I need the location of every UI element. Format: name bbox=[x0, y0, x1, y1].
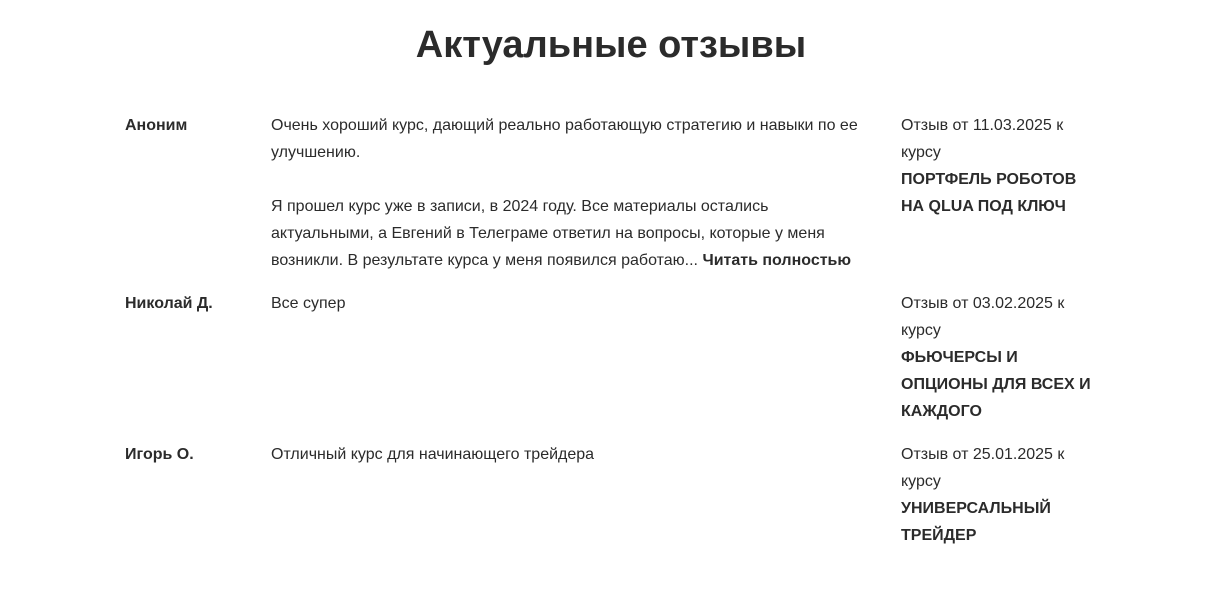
course-link[interactable]: ПОРТФЕЛЬ РОБОТОВ НА QLUA ПОД КЛЮЧ bbox=[901, 171, 1077, 215]
review-paragraph bbox=[271, 193, 871, 274]
review-item bbox=[125, 290, 1115, 425]
review-author: Николай Д. bbox=[125, 295, 213, 312]
review-meta bbox=[901, 290, 1101, 425]
review-meta bbox=[901, 112, 1101, 220]
review-text bbox=[271, 112, 871, 274]
course-link[interactable]: ФЬЮЧЕРСЫ И ОПЦИОНЫ ДЛЯ ВСЕХ И КАЖДОГО bbox=[901, 349, 1091, 420]
review-text bbox=[271, 441, 871, 468]
review-paragraph: Все супер bbox=[271, 295, 346, 312]
review-date-label: Отзыв от 03.02.2025 к курсу bbox=[901, 295, 1065, 339]
reviews-list bbox=[125, 112, 1115, 565]
review-paragraph: Отличный курс для начинающего трейдера bbox=[271, 446, 595, 463]
review-item bbox=[125, 112, 1115, 274]
page-title: Актуальные отзывы bbox=[415, 24, 807, 66]
review-date-label: Отзыв от 25.01.2025 к курсу bbox=[901, 446, 1065, 490]
review-author: Игорь О. bbox=[125, 446, 194, 463]
review-date-label: Отзыв от 11.03.2025 к курсу bbox=[901, 117, 1064, 161]
review-author: Аноним bbox=[125, 117, 188, 134]
review-meta bbox=[901, 441, 1101, 549]
review-text bbox=[271, 290, 871, 317]
review-item bbox=[125, 441, 1115, 549]
read-more-link[interactable]: Читать полностью bbox=[702, 252, 852, 269]
course-link[interactable]: УНИВЕРСАЛЬНЫЙ ТРЕЙДЕР bbox=[901, 500, 1051, 544]
review-paragraph-text: Я прошел курс уже в записи, в 2024 году. Все материалы остались актуальными, а Евгений в Телеграме ответил на вопросы, которые у меня возникли. В результате курса у меня появился работаю... bbox=[271, 198, 825, 269]
review-paragraph: Очень хороший курс, дающий реально работающую стратегию и навыки по ее улучшению. bbox=[271, 117, 858, 161]
